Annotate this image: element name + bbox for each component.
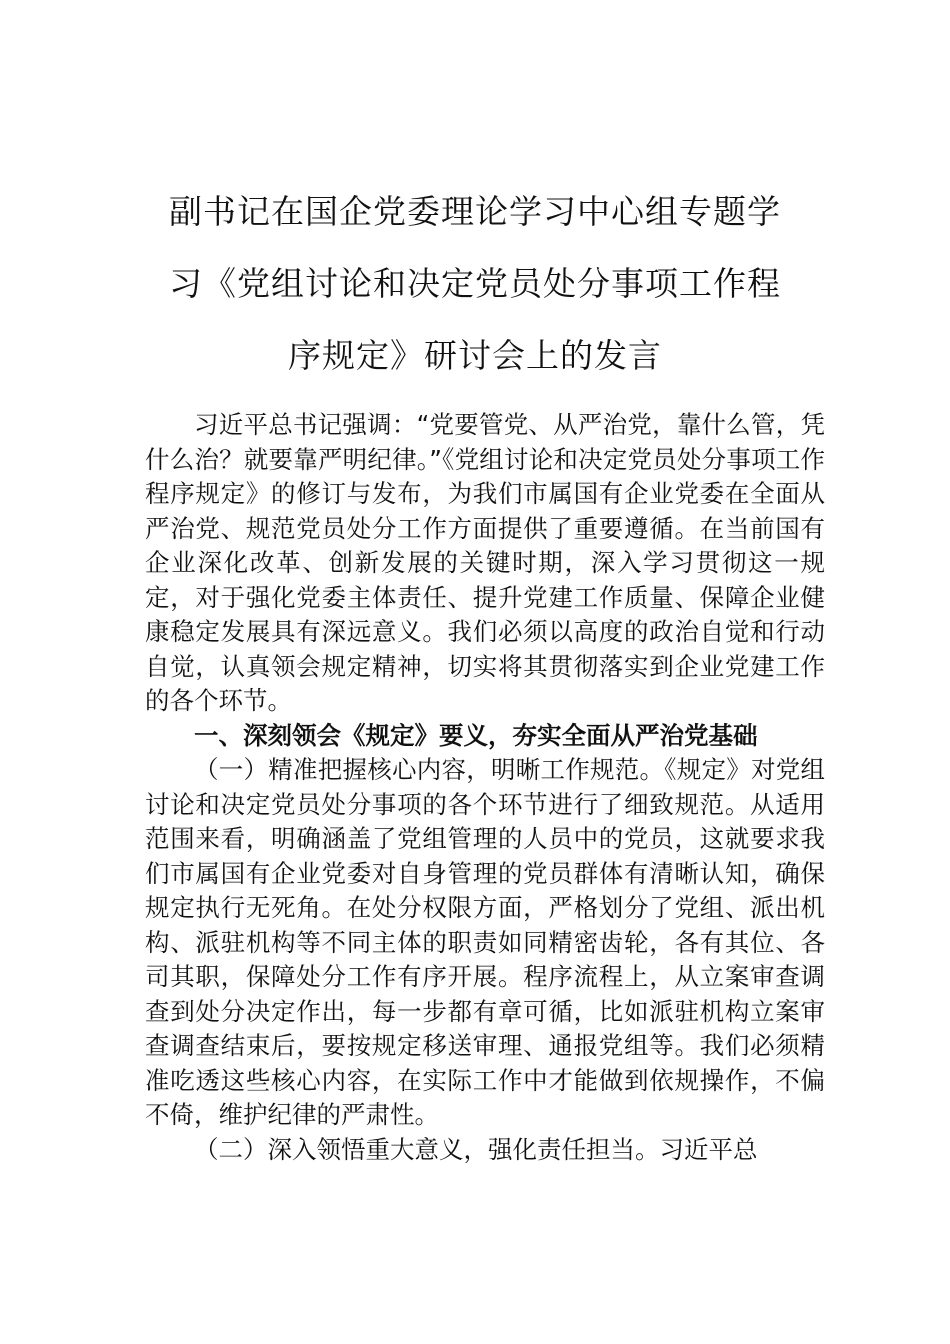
document-title (140, 176, 810, 392)
paragraph-section-1-2: （二）深入领悟重大意义，强化责任担当。习近平总 (194, 1134, 758, 1164)
title-line-1: 副书记在国企党委理论学习中心组专题学 (169, 192, 781, 231)
document-body (145, 408, 825, 1167)
section-heading-1: 一、深刻领会《规定》要义，夯实全面从严治党基础 (194, 720, 758, 750)
paragraph-intro: 习近平总书记强调：“党要管党、从严治党，靠什么管，凭什么治？就要靠严明纪律。”《党组讨论和决定党员处分事项工作程序规定》的修订与发布，为我们市属国有企业党委在全面从严治党、规范党员处分工作方面提供了重要遵循。在当前国有企业深化改革、创新发展的关键时期，深入学习贯彻这一规定，对于强化党委主体责任、提升党建工作质量、保障企业健康稳定发展具有深远意义。我们必须以高度的政治自觉和行动自觉，认真领会规定精神，切实将其贯彻落实到企业党建工作的各个环节。 (145, 410, 825, 715)
title-line-2: 习《党组讨论和决定党员处分事项工作程 (169, 264, 781, 303)
paragraph-section-1-1: （一）精准把握核心内容，明晰工作规范。《规定》对党组讨论和决定党员处分事项的各个环节进行了细致规范。从适用范围来看，明确涵盖了党组管理的人员中的党员，这就要求我们市属国有企业党委对自身管理的党员群体有清晰认知，确保规定执行无死角。在处分权限方面，严格划分了党组、派出机构、派驻机构等不同主体的职责如同精密齿轮，各有其位、各司其职，保障处分工作有序开展。程序流程上，从立案审查调查到处分决定作出，每一步都有章可循，比如派驻机构立案审查调查结束后，要按规定移送审理、通报党组等。我们必须精准吃透这些核心内容，在实际工作中才能做到依规操作，不偏不倚，维护纪律的严肃性。 (145, 755, 825, 1129)
title-line-3: 序规定》研讨会上的发言 (288, 336, 662, 375)
